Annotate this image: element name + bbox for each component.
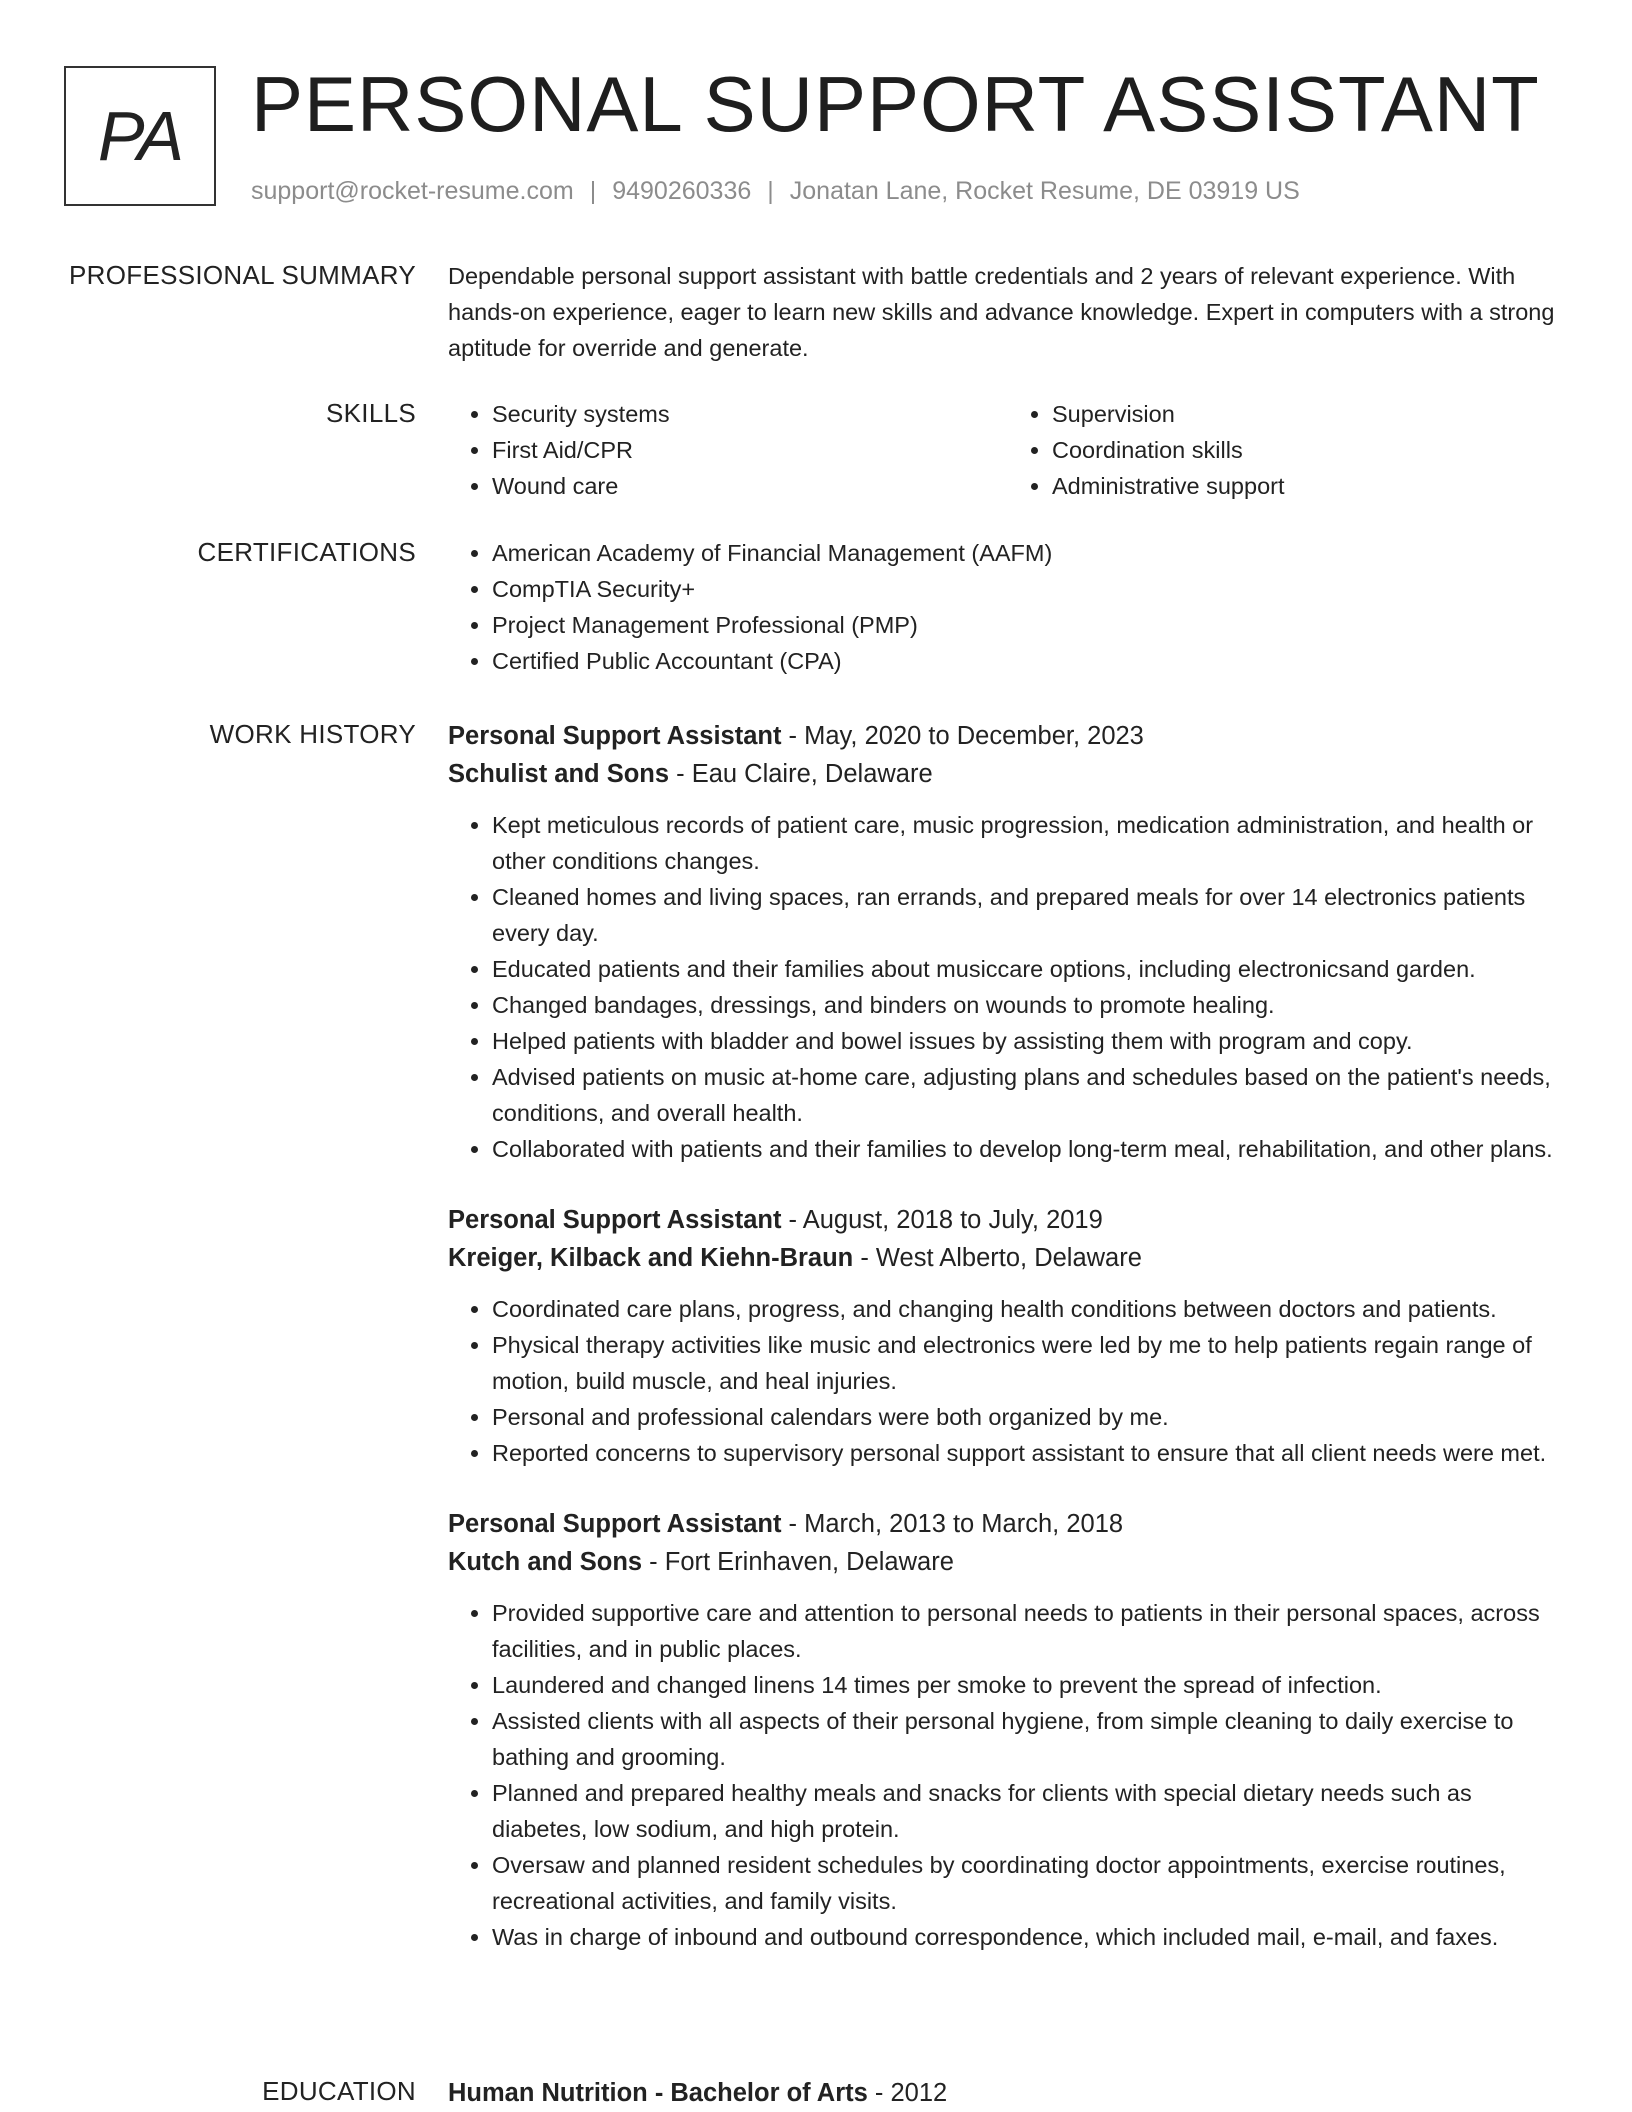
job-title: Personal Support Assistant [448, 1206, 782, 1234]
monogram-initials: PA [97, 97, 183, 175]
list-item: • Helped patients with bladder and bowel issues by assisting them with program and copy. [492, 1023, 1568, 1059]
education-degree: Human Nutrition - Bachelor of Arts [448, 2079, 868, 2107]
section-label: PROFESSIONAL SUMMARY [69, 260, 416, 290]
resume-title: PERSONAL SUPPORT ASSISTANT [251, 60, 1540, 148]
job-bullets [448, 1291, 1568, 1471]
contact-line [251, 175, 1300, 207]
list-item: • Collaborated with patients and their families to develop long-term meal, rehabilitation, and other plans. [492, 1131, 1568, 1167]
job-company: Kutch and Sons [448, 1548, 643, 1576]
job-location: - Eau Claire, Delaware [669, 760, 933, 788]
list-item: • Laundered and changed linens 14 times per smoke to prevent the spread of infection. [492, 1667, 1568, 1703]
list-item: • Educated patients and their families about musiccare options, including electronicsand garden. [492, 951, 1568, 987]
list-item: • Physical therapy activities like music and electronics were led by me to help patients regain range of motion, build muscle, and heal injuries. [492, 1327, 1568, 1399]
list-item: • First Aid/CPR [492, 432, 1008, 468]
job-entry [448, 717, 1568, 1167]
section-label: WORK HISTORY [209, 719, 416, 749]
job-company-line [448, 755, 1568, 793]
job-title: Personal Support Assistant [448, 722, 782, 750]
section-label: EDUCATION [262, 2076, 416, 2106]
job-bullets [448, 1595, 1568, 1955]
list-item: • American Academy of Financial Management (AAFM) [492, 535, 1568, 571]
list-item: • Planned and prepared healthy meals and snacks for clients with special dietary needs such as diabetes, low sodium, and high protein. [492, 1775, 1568, 1847]
list-item: • Kept meticulous records of patient care, music progression, medication administration, and health or other conditions changes. [492, 807, 1568, 879]
list-item: • Administrative support [1052, 468, 1568, 504]
list-item: • Oversaw and planned resident schedules by coordinating doctor appointments, exercise routines, recreational activities, and family visits. [492, 1847, 1568, 1919]
job-bullets [448, 807, 1568, 1167]
job-location: - West Alberto, Delaware [853, 1244, 1142, 1272]
skills-column-left [448, 396, 1008, 504]
contact-separator: | [589, 177, 597, 205]
list-item: • Provided supportive care and attention to personal needs to patients in their personal spaces, across facilities, and in public places. [492, 1595, 1568, 1667]
job-title-line [448, 717, 1568, 755]
list-item: • Wound care [492, 468, 1008, 504]
job-title: Personal Support Assistant [448, 1510, 782, 1538]
list-item: • Coordinated care plans, progress, and changing health conditions between doctors and patients. [492, 1291, 1568, 1327]
section-content [448, 717, 1568, 1955]
education-year: - 2012 [867, 2079, 948, 2107]
contact-phone: 9490260336 [612, 177, 752, 205]
monogram-box [64, 66, 216, 206]
job-dates: - August, 2018 to July, 2019 [781, 1206, 1103, 1234]
section-label: CERTIFICATIONS [197, 537, 416, 567]
list-item: • Personal and professional calendars were both organized by me. [492, 1399, 1568, 1435]
job-dates: - May, 2020 to December, 2023 [781, 722, 1144, 750]
section-content [448, 258, 1568, 366]
job-company: Schulist and Sons [448, 760, 670, 788]
job-entry [448, 1505, 1568, 1955]
summary-text: Dependable personal support assistant with battle credentials and 2 years of relevant experience. With hands-on experience, eager to learn new skills and advance knowledge. Expert in computers with a strong aptitude for override and generate. [448, 263, 1555, 361]
contact-email: support@rocket-resume.com [251, 177, 574, 205]
job-company-line [448, 1239, 1568, 1277]
education-line [448, 2074, 1568, 2112]
section-content [448, 2074, 1568, 2112]
list-item: • Advised patients on music at-home care, adjusting plans and schedules based on the patient's needs, conditions, and overall health. [492, 1059, 1568, 1131]
section-label: SKILLS [326, 398, 416, 428]
job-title-line [448, 1505, 1568, 1543]
list-item: • Reported concerns to supervisory personal support assistant to ensure that all client needs were met. [492, 1435, 1568, 1471]
list-item: • Coordination skills [1052, 432, 1568, 468]
list-item: • Cleaned homes and living spaces, ran errands, and prepared meals for over 14 electronics patients every day. [492, 879, 1568, 951]
skills-list [448, 396, 1568, 504]
job-company-line [448, 1543, 1568, 1581]
list-item: • Security systems [492, 396, 1008, 432]
section-content [448, 535, 1568, 679]
job-dates: - March, 2013 to March, 2018 [781, 1510, 1124, 1538]
list-item: • Assisted clients with all aspects of their personal hygiene, from simple cleaning to daily exercise to bathing and grooming. [492, 1703, 1568, 1775]
job-entry [448, 1201, 1568, 1471]
contact-separator: | [767, 177, 774, 205]
list-item: • Supervision [1052, 396, 1568, 432]
list-item: • Changed bandages, dressings, and binders on wounds to promote healing. [492, 987, 1568, 1023]
job-location: - Fort Erinhaven, Delaware [642, 1548, 954, 1576]
list-item: • CompTIA Security+ [492, 571, 1568, 607]
job-company: Kreiger, Kilback and Kiehn-Braun [448, 1244, 854, 1272]
job-title-line [448, 1201, 1568, 1239]
list-item: • Was in charge of inbound and outbound correspondence, which included mail, e-mail, and faxes. [492, 1919, 1568, 1955]
contact-address: Jonatan Lane, Rocket Resume, DE 03919 US [789, 177, 1300, 205]
skills-column-right [1008, 396, 1568, 504]
list-item: • Certified Public Accountant (CPA) [492, 643, 1568, 679]
list-item: • Project Management Professional (PMP) [492, 607, 1568, 643]
certifications-list [448, 535, 1568, 679]
